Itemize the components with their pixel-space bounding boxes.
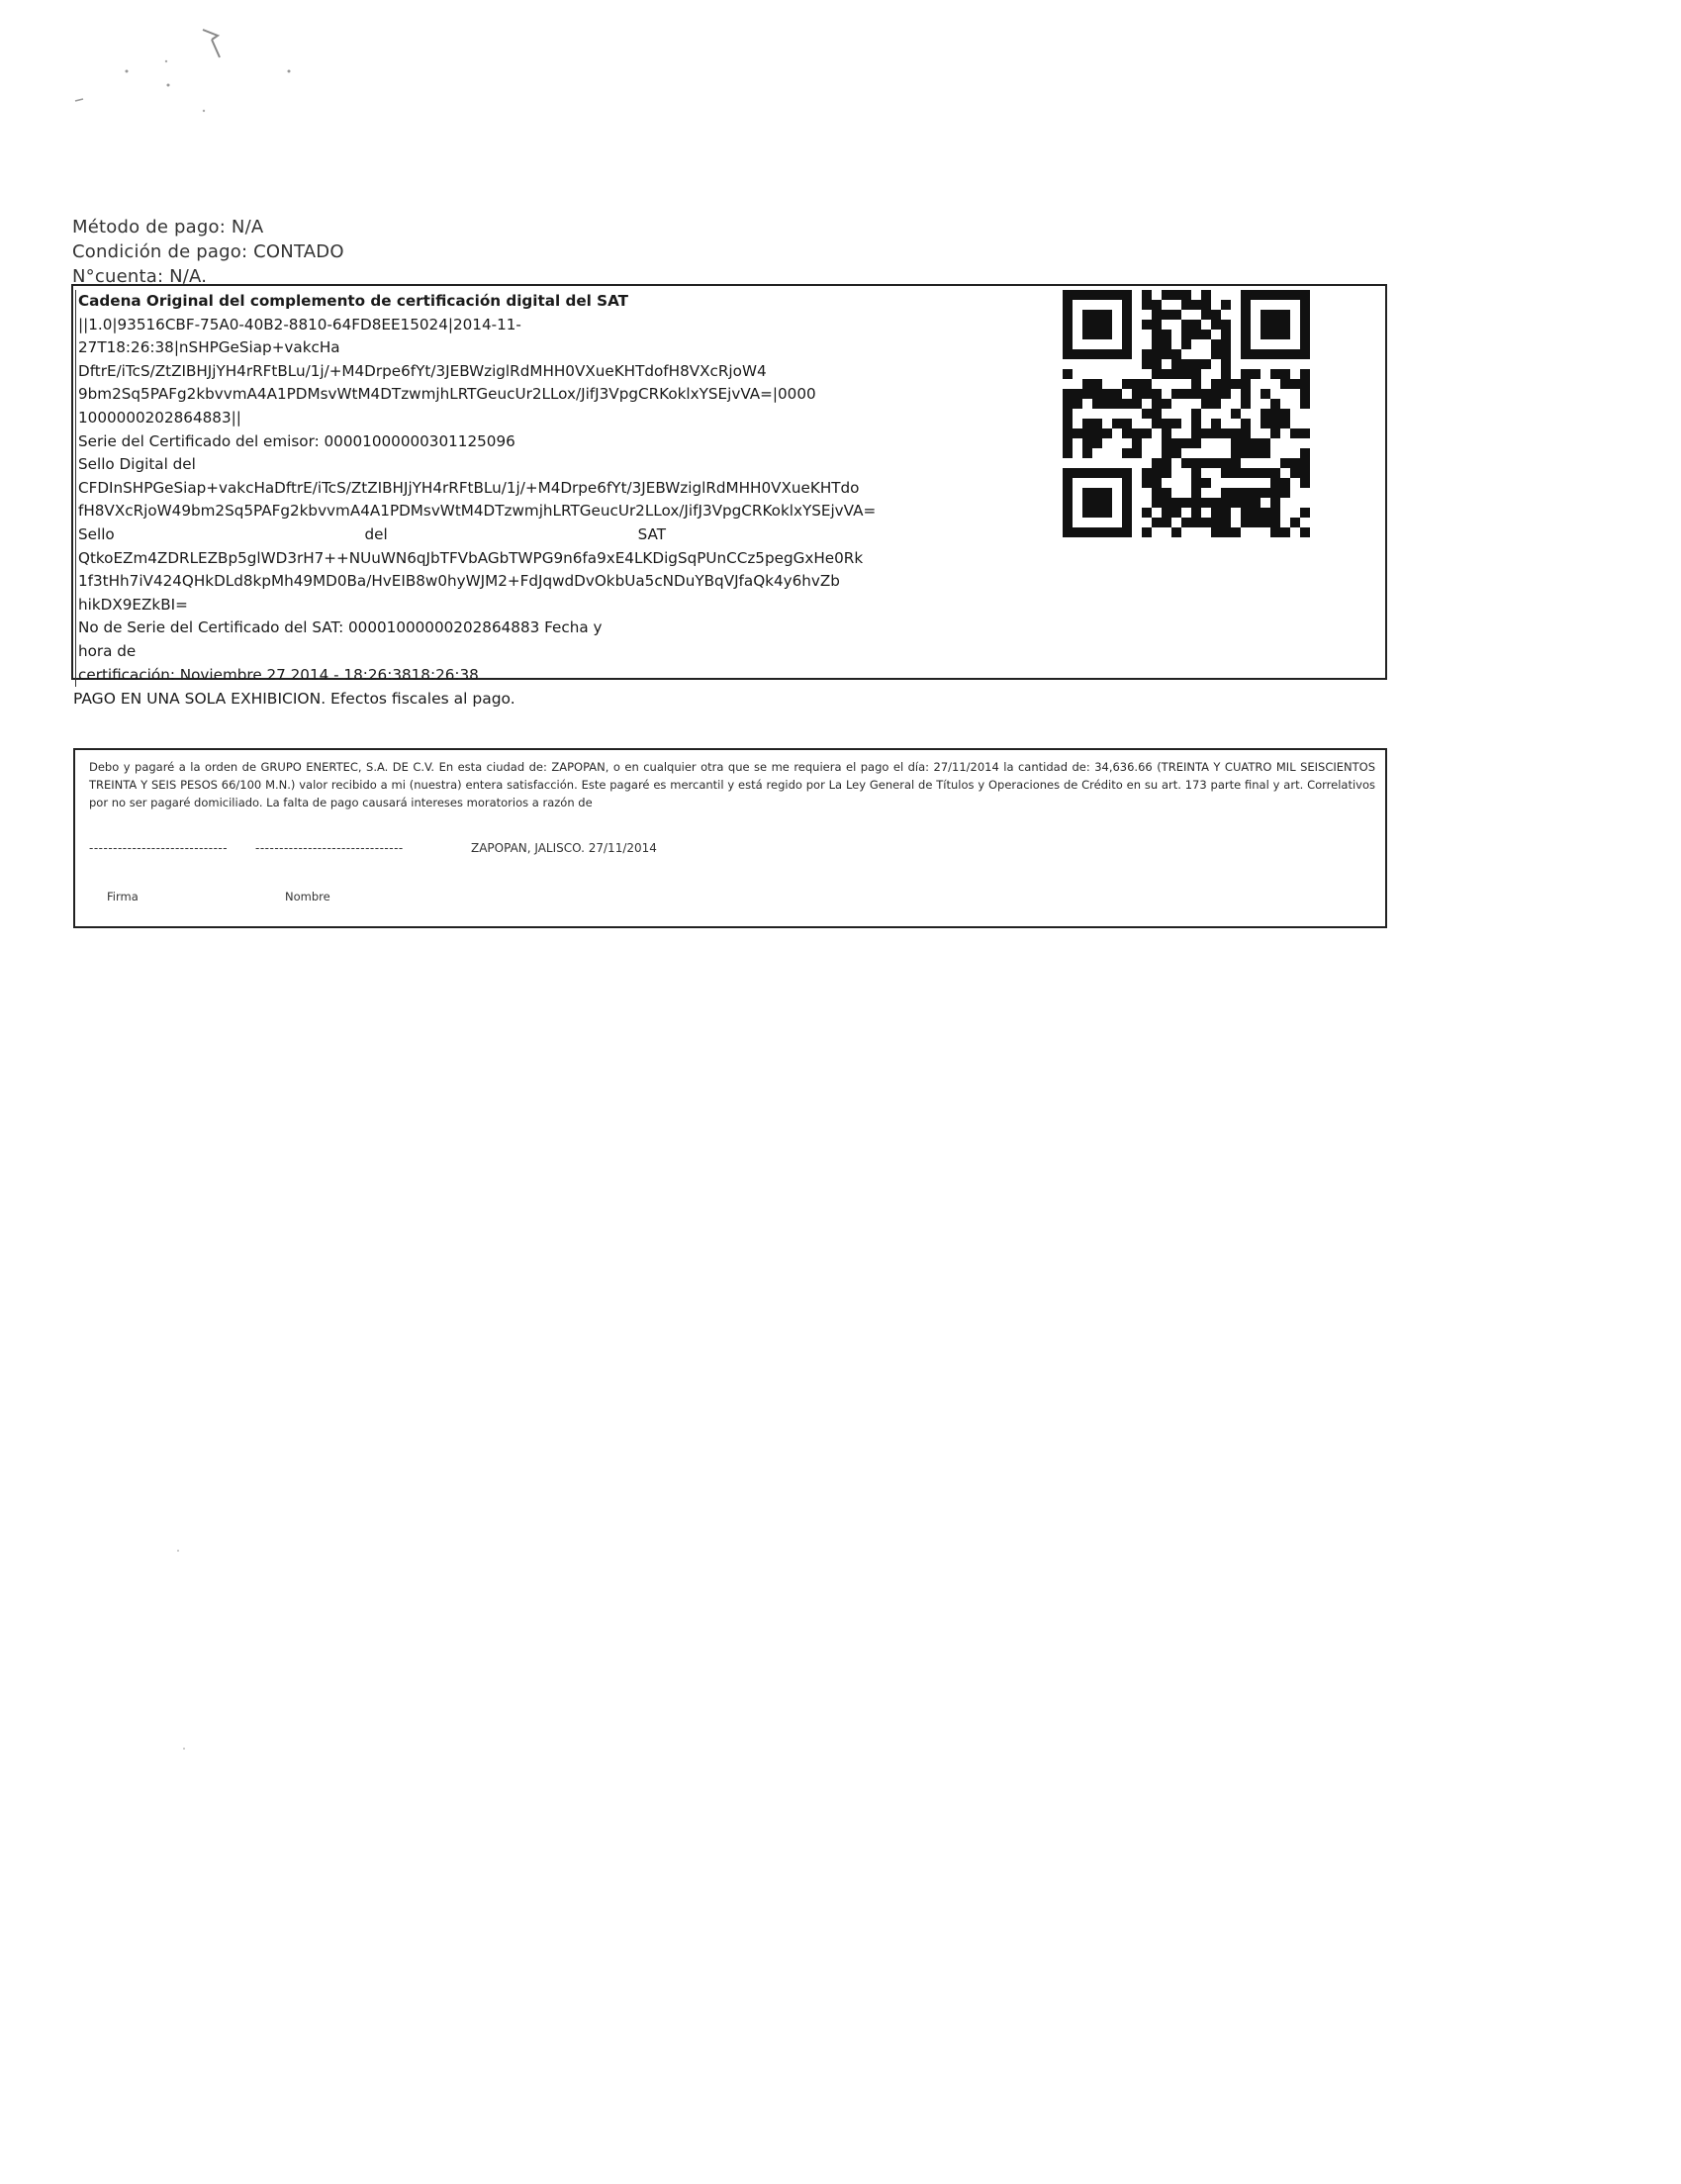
signature-line: ----------------------------- [89, 841, 229, 855]
name-line: ------------------------------- [255, 841, 404, 855]
sat-certification-box [71, 284, 1387, 684]
sello-cfdi-label: Sello Digital del [75, 453, 1025, 477]
cadena-original-line: 1000000202864883|| [75, 407, 1025, 430]
name-label: Nombre [285, 890, 330, 903]
cadena-original-line: DftrE/iTcS/ZtZIBHJjYH4rRFtBLu/1j/+M4Drpe6fYt/3JEBWziglRdMHH0VXueKHTdofH8VXcRjoW4 [75, 360, 1025, 384]
cadena-original-line: 9bm2Sq5PAFg2kbvvmA4A1PDMsvWtM4DTzwmjhLRTGeucUr2LLox/JifJ3VpgCRKoklxYSEjvVA=|0000 [75, 383, 1025, 407]
cadena-original-line: 27T18:26:38|nSHPGeSiap+vakcHa [75, 336, 1025, 360]
sello-sat-line: 1f3tHh7iV424QHkDLd8kpMh49MD0Ba/HvEIB8w0hyWJM2+FdJqwdDvOkbUa5cNDuYBqVJfaQk4y6hvZb [75, 570, 1025, 594]
cadena-original-label: Cadena Original del complemento de certificación digital del SAT [75, 290, 1025, 314]
hora-label: hora de [75, 640, 1025, 664]
sello-cfdi-line: fH8VXcRjoW49bm2Sq5PAFg2kbvvmA4A1PDMsvWtM4DTzwmjhLRTGeucUr2LLox/JifJ3VpgCRKoklxYSEjvVA= [75, 500, 1025, 523]
sello-sat-label [75, 523, 666, 547]
del-word: del [364, 524, 388, 543]
sello-sat-line: QtkoEZm4ZDRLEZBp5glWD3rH7++NUuWN6qJbTFVbAGbTWPG9n6fa9xE4LKDigSqPUnCCz5pegGxHe0Rk [75, 547, 1025, 571]
sello-cfdi-line: CFDInSHPGeSiap+vakcHaDftrE/iTcS/ZtZIBHJjYH4rRFtBLu/1j/+M4Drpe6fYt/3JEBWziglRdMHH0VXueKHTdo [75, 477, 1025, 501]
sello-sat-line: hikDX9EZkBI= [75, 594, 1025, 617]
payment-info [72, 215, 344, 289]
payment-condition: Condición de pago: CONTADO [72, 241, 344, 262]
payment-note: PAGO EN UNA SOLA EXHIBICION. Efectos fiscales al pago. [73, 690, 515, 708]
cadena-original-line: ||1.0|93516CBF-75A0-40B2-8810-64FD8EE15024|2014-11- [75, 314, 1025, 337]
sat-certificate-serial: No de Serie del Certificado del SAT: 00001000000202864883 Fecha y [75, 617, 1025, 640]
place-and-date: ZAPOPAN, JALISCO. 27/11/2014 [471, 841, 657, 855]
account-number: N°cuenta: N/A. [72, 266, 208, 287]
sat-word: SAT [637, 524, 666, 543]
qr-code [1063, 290, 1310, 537]
certification-text [75, 290, 1025, 687]
payment-method: Método de pago: N/A [72, 217, 264, 237]
sello-word: Sello [78, 524, 115, 543]
promissory-note-box [73, 748, 1387, 928]
signature-label: Firma [107, 890, 139, 903]
certification-date: certificación: Noviembre 27 2014 - 18:26:3818:26:38 [75, 664, 1025, 688]
emisor-certificate-serial: Serie del Certificado del emisor: 00001000000301125096 [75, 430, 1025, 454]
promissory-note-text: Debo y pagaré a la orden de GRUPO ENERTEC, S.A. DE C.V. En esta ciudad de: ZAPOPAN, o en cualquier otra que se me requiera el pago el día: 27/11/2014 la cantidad de: 34,636.66 (TREINTA Y CUATRO MIL SEISCIENTOS TREINTA Y SEIS PESOS 66/100 M.N.) valor recibido a mi (nuestra) entera satisfacción. Este pagaré es mercantil y está regido por La Ley General de Títulos y Operaciones de Crédito en su art. 173 parte final y art. Correlativos por no ser pagaré domiciliado. La falta de pago causará intereses moratorios a razón de [89, 760, 1375, 809]
